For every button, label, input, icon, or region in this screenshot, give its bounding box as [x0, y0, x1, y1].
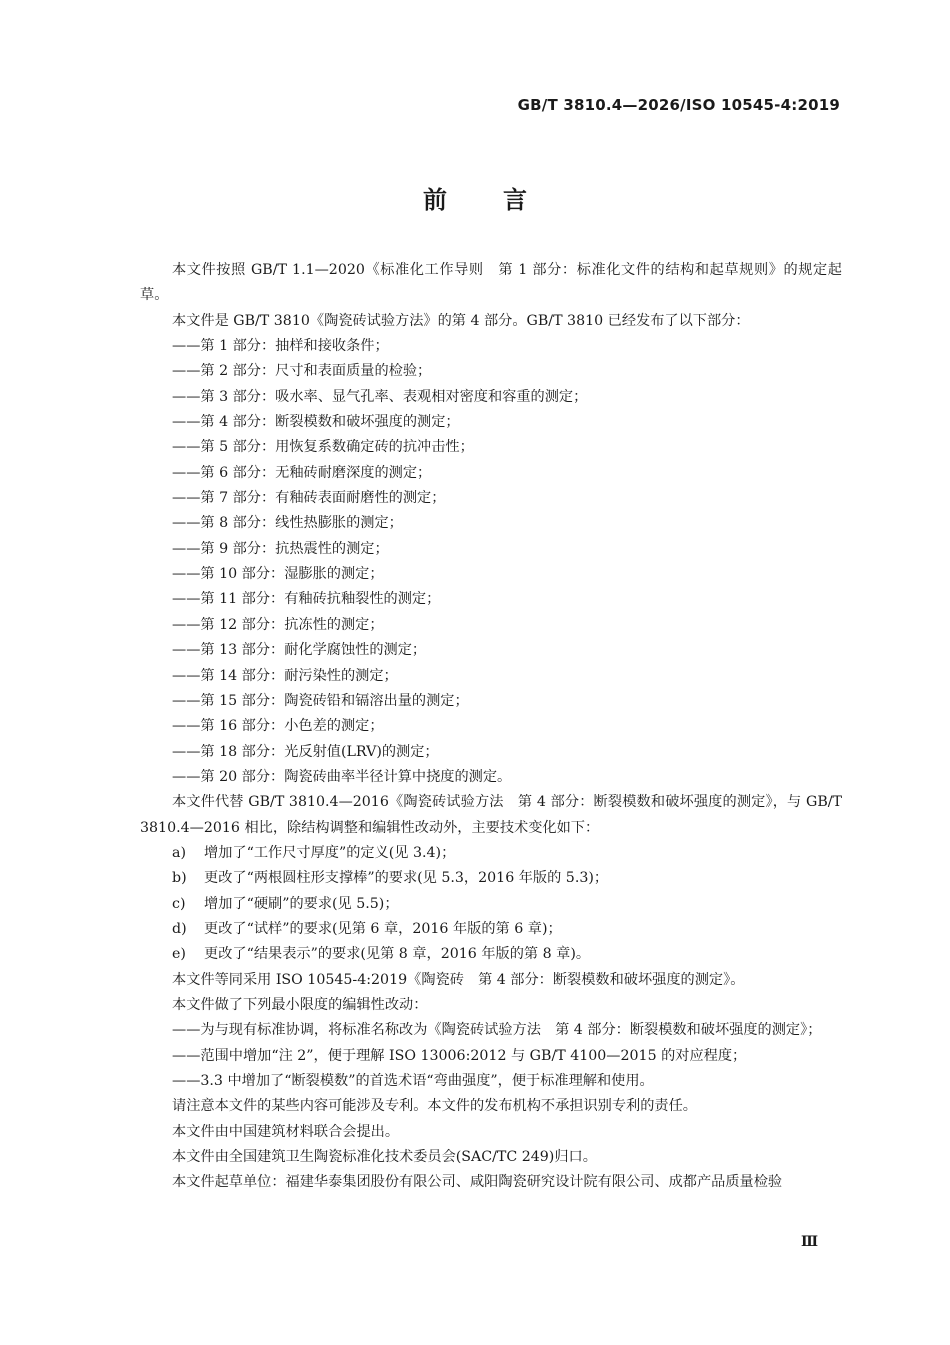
list-item: [140, 892, 842, 917]
list-item: ——第 6 部分：无釉砖耐磨深度的测定；: [172, 464, 432, 481]
item-text: 更改了“试样”的要求(见第 6 章，2016 年版的第 6 章)；: [204, 920, 562, 937]
list-item: ——第 9 部分：抗热震性的测定；: [172, 540, 389, 557]
item-label: a): [172, 844, 186, 861]
list-item: ——第 14 部分：耐污染性的测定；: [172, 667, 398, 684]
editorial-changes-list: [140, 1018, 842, 1094]
item-text: 增加了“工作尺寸厚度”的定义(见 3.4)；: [204, 844, 456, 861]
page-number: Ⅲ: [800, 1234, 818, 1250]
item-text: 增加了“硬刷”的要求(见 5.5)；: [204, 895, 399, 912]
item-text: 更改了“两根圆柱形支撑棒”的要求(见 5.3，2016 年版的 5.3)；: [204, 870, 609, 887]
list-item: ——第 13 部分：耐化学腐蚀性的测定；: [172, 642, 427, 659]
list-item: [140, 917, 842, 942]
document-header: GB/T 3810.4—2026/ISO 10545-4:2019: [517, 96, 840, 114]
list-item: ——第 12 部分：抗冻性的测定；: [172, 616, 384, 633]
closing-paragraph: 本文件由全国建筑卫生陶瓷标准化技术委员会(SAC/TC 249)归口。: [172, 1149, 597, 1166]
document-body: [140, 258, 842, 1196]
closing-paragraph: 本文件起草单位：福建华泰集团股份有限公司、咸阳陶瓷研究设计院有限公司、成都产品质量检验: [172, 1174, 783, 1191]
replace-paragraph: 本文件代替 GB/T 3810.4—2016《陶瓷砖试验方法 第 4 部分：断裂模数和破坏强度的测定》，与 GB/T 3810.4—2016 相比，除结构调整和编辑性改动外，主要技术变化如下：: [140, 794, 842, 836]
parts-list: [140, 334, 842, 790]
list-item: ——第 2 部分：尺寸和表面质量的检验；: [172, 363, 432, 380]
list-item: ——第 18 部分：光反射值(LRV)的测定；: [172, 743, 439, 760]
list-item: [140, 942, 842, 967]
list-item: ——第 3 部分：吸水率、显气孔率、表观相对密度和容重的测定；: [172, 388, 588, 405]
list-item: ——第 5 部分：用恢复系数确定砖的抗冲击性；: [172, 439, 474, 456]
list-item: ——第 1 部分：抽样和接收条件；: [172, 338, 389, 355]
list-item: ——3.3 中增加了“断裂模数”的首选术语“弯曲强度”，便于标准理解和使用。: [172, 1073, 654, 1089]
page-title: 前言: [423, 186, 583, 214]
list-item: ——第 15 部分：陶瓷砖铅和镉溶出量的测定；: [172, 692, 469, 709]
list-item: ——为与现有标准协调，将标准名称改为《陶瓷砖试验方法 第 4 部分：断裂模数和破坏强度的测定》；: [172, 1022, 822, 1039]
item-text: 更改了“结果表示”的要求(见第 8 章，2016 年版的第 8 章)。: [204, 946, 591, 963]
list-item: ——第 7 部分：有釉砖表面耐磨性的测定；: [172, 490, 446, 507]
list-item: [140, 866, 842, 891]
list-item: ——第 11 部分：有釉砖抗釉裂性的测定；: [172, 591, 441, 608]
closing-paragraph: 本文件由中国建筑材料联合会提出。: [172, 1123, 400, 1140]
list-item: ——范围中增加“注 2”，便于理解 ISO 13006:2012 与 GB/T 4100—2015 的对应程度；: [172, 1047, 747, 1064]
item-label: c): [172, 895, 186, 912]
editorial-intro: 本文件做了下列最小限度的编辑性改动：: [172, 996, 428, 1013]
list-item: ——第 16 部分：小色差的测定；: [172, 718, 384, 735]
list-item: ——第 4 部分：断裂模数和破坏强度的测定；: [172, 414, 460, 431]
list-item: ——第 20 部分：陶瓷砖曲率半径计算中挠度的测定。: [172, 768, 512, 785]
item-label: b): [172, 870, 187, 887]
list-item: ——第 10 部分：湿膨胀的测定；: [172, 566, 384, 583]
closing-paragraph: 请注意本文件的某些内容可能涉及专利。本文件的发布机构不承担识别专利的责任。: [172, 1098, 697, 1115]
changes-list: [140, 841, 842, 968]
list-item: [140, 841, 842, 866]
intro-paragraph: 本文件按照 GB/T 1.1—2020《标准化工作导则 第 1 部分：标准化文件的结构和起草规则》的规定起草。: [140, 262, 842, 304]
adoption-paragraph: 本文件等同采用 ISO 10545-4:2019《陶瓷砖 第 4 部分：断裂模数和破坏强度的测定》。: [172, 971, 745, 988]
item-label: e): [172, 946, 186, 963]
intro-paragraph: 本文件是 GB/T 3810《陶瓷砖试验方法》的第 4 部分。GB/T 3810 已经发布了以下部分：: [172, 312, 750, 329]
item-label: d): [172, 920, 187, 937]
list-item: ——第 8 部分：线性热膨胀的测定；: [172, 515, 403, 532]
